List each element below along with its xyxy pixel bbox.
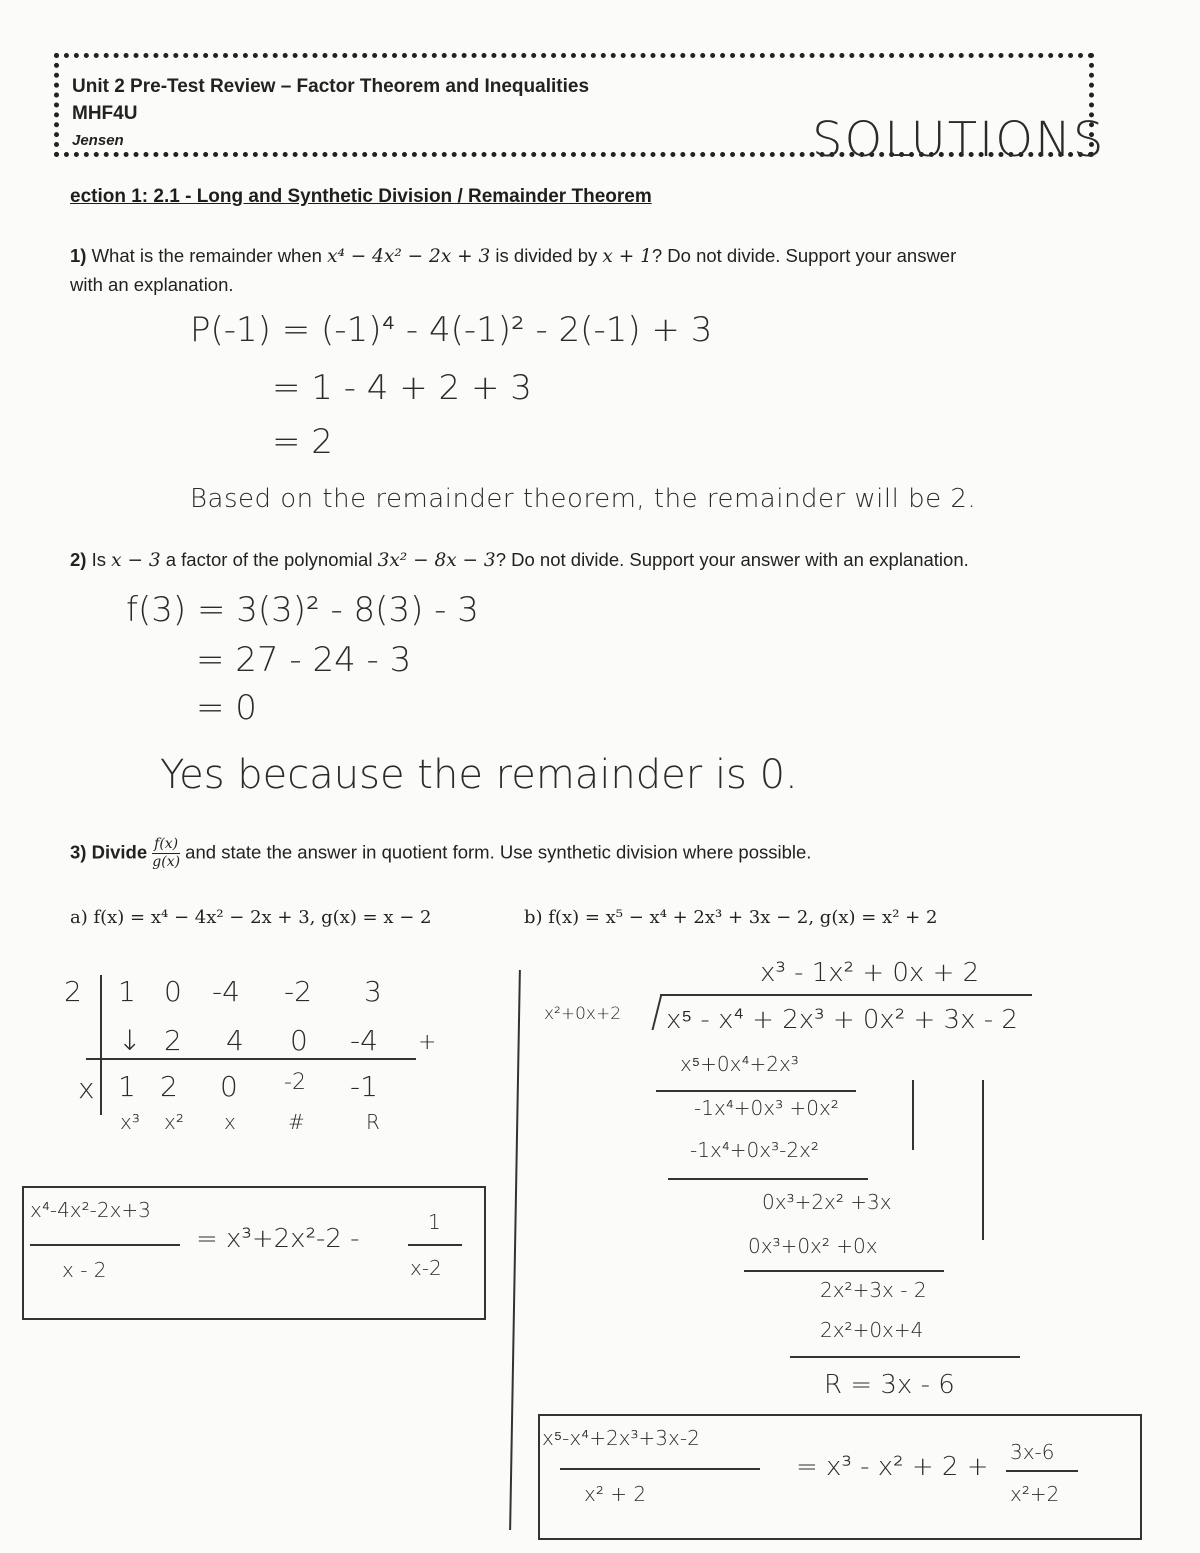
question-1-text-d: with an explanation. xyxy=(70,274,234,295)
question-2-number: 2) xyxy=(70,549,87,570)
answer-b-denominator: x² + 2 xyxy=(584,1482,647,1506)
synthetic-r4-c5: R xyxy=(366,1110,380,1134)
answer-b-numerator: x⁵-x⁴+2x³+3x-2 xyxy=(542,1426,700,1450)
long-division-line-2 xyxy=(668,1178,868,1180)
answer-b-fraction-bar xyxy=(560,1468,760,1470)
fraction-denominator: g(x) xyxy=(152,854,181,870)
part-a-prompt: a) f(x) = x⁴ − 4x² − 2x + 3, g(x) = x − 2 xyxy=(70,907,432,928)
answer-b-remainder-numerator: 3x-6 xyxy=(1010,1440,1055,1464)
part-divider-bracket xyxy=(509,970,521,1530)
q2-work-line-3: = 0 xyxy=(196,688,257,728)
synthetic-r1-c1: 1 xyxy=(118,975,136,1008)
synthetic-vertical-bar xyxy=(100,975,102,1115)
question-2-poly: 3x² − 8x − 3 xyxy=(377,550,496,571)
question-1-number: 1) xyxy=(70,245,87,266)
q2-answer: Yes because the remainder is 0. xyxy=(160,752,798,798)
synthetic-r1-c4: -2 xyxy=(284,975,312,1008)
question-1-poly: x⁴ − 4x² − 2x + 3 xyxy=(327,246,491,267)
question-3-text-b: and state the answer in quotient form. Use synthetic division where possible. xyxy=(180,841,812,863)
synthetic-row3-label: x xyxy=(78,1072,95,1105)
long-division-line-4 xyxy=(790,1356,1020,1358)
question-3-number: 3) xyxy=(70,841,87,863)
q1-work-line-3: = 2 xyxy=(272,422,333,462)
question-1-text-c: ? Do not divide. Support your answer xyxy=(651,245,957,266)
long-division-remainder: R = 3x - 6 xyxy=(824,1370,955,1400)
synthetic-r2-c3: 4 xyxy=(226,1024,244,1057)
q2-work-line-2: = 27 - 24 - 3 xyxy=(196,640,412,680)
answer-a-remainder-bar xyxy=(408,1244,462,1246)
question-1-divisor: x + 1 xyxy=(602,246,652,267)
question-1-text-a: What is the remainder when xyxy=(91,245,328,266)
synthetic-r3-c5: -1 xyxy=(350,1070,378,1103)
synthetic-r4-c2: x² xyxy=(164,1110,184,1134)
long-division-line-3 xyxy=(744,1270,944,1272)
synthetic-r1-c2: 0 xyxy=(164,975,182,1008)
synthetic-r3-c2: 2 xyxy=(160,1070,178,1103)
question-2 xyxy=(70,546,1170,575)
q1-answer: Based on the remainder theorem, the remainder will be 2. xyxy=(190,484,977,514)
long-division-divisor: x²+0x+2 xyxy=(544,1004,622,1024)
synthetic-r2-c1: ↓ xyxy=(118,1024,142,1057)
synthetic-plus: + xyxy=(418,1030,437,1055)
teacher-name: Jensen xyxy=(72,132,124,149)
synthetic-r4-c3: x xyxy=(224,1110,236,1134)
synthetic-r2-c5: -4 xyxy=(350,1024,378,1057)
question-3 xyxy=(70,836,1170,871)
answer-b-remainder-bar xyxy=(1006,1470,1078,1472)
part-b-prompt: b) f(x) = x⁵ − x⁴ + 2x³ + 3x − 2, g(x) = x² + 2 xyxy=(524,907,938,928)
long-division-step-4: 0x³+2x² +3x xyxy=(762,1190,892,1214)
synthetic-r1-c3: -4 xyxy=(212,975,240,1008)
question-2-text-c: ? Do not divide. Support your answer with an explanation. xyxy=(495,549,969,570)
synthetic-r3-c1: 1 xyxy=(118,1070,136,1103)
q1-work-line-1: P(-1) = (-1)⁴ - 4(-1)² - 2(-1) + 3 xyxy=(190,310,713,350)
long-division-arrow-1 xyxy=(912,1080,914,1150)
synthetic-divisor: 2 xyxy=(64,975,82,1008)
q2-work-line-1: f(3) = 3(3)² - 8(3) - 3 xyxy=(126,590,479,630)
answer-b-remainder-denominator: x²+2 xyxy=(1010,1482,1060,1506)
long-division-arrow-2 xyxy=(982,1080,984,1240)
synthetic-r2-c2: 2 xyxy=(164,1024,182,1057)
synthetic-r4-c4: # xyxy=(288,1110,305,1134)
long-division-dividend: x⁵ - x⁴ + 2x³ + 0x² + 3x - 2 xyxy=(666,1005,1018,1035)
question-1 xyxy=(70,242,1120,299)
long-division-step-7: 2x²+0x+4 xyxy=(820,1318,924,1342)
question-3-text-a: Divide xyxy=(91,841,153,863)
question-3-fraction xyxy=(152,836,180,871)
question-1-text-b: is divided by xyxy=(490,245,603,266)
long-division-line-1 xyxy=(656,1090,856,1092)
synthetic-r2-c4: 0 xyxy=(290,1024,308,1057)
long-division-step-1: x⁵+0x⁴+2x³ xyxy=(680,1052,799,1076)
answer-a-quotient: = x³+2x²-2 - xyxy=(196,1224,360,1254)
synthetic-r3-c4: -2 xyxy=(284,1070,306,1095)
answer-a-fraction-bar xyxy=(30,1244,180,1246)
synthetic-r3-c3: 0 xyxy=(220,1070,238,1103)
q1-work-line-2: = 1 - 4 + 2 + 3 xyxy=(272,368,532,408)
answer-a-remainder-numerator: 1 xyxy=(428,1210,441,1234)
solutions-stamp: SOLUTIONS xyxy=(812,112,1106,168)
question-2-text-a: Is xyxy=(91,549,112,570)
question-2-factor: x − 3 xyxy=(111,550,161,571)
long-division-step-3: -1x⁴+0x³-2x² xyxy=(690,1138,819,1162)
synthetic-r1-c5: 3 xyxy=(364,975,382,1008)
question-2-text-b: a factor of the polynomial xyxy=(160,549,378,570)
answer-a-remainder-denominator: x-2 xyxy=(410,1256,442,1280)
synthetic-r4-c1: x³ xyxy=(120,1110,140,1134)
section-heading: ection 1: 2.1 - Long and Synthetic Division / Remainder Theorem xyxy=(70,186,652,207)
long-division-step-2: -1x⁴+0x³ +0x² xyxy=(694,1096,839,1120)
answer-b-quotient: = x³ - x² + 2 + xyxy=(796,1452,989,1482)
synthetic-horizontal-bar xyxy=(86,1058,416,1060)
long-division-step-5: 0x³+0x² +0x xyxy=(748,1234,878,1258)
course-code: MHF4U xyxy=(72,103,138,124)
worksheet-title: Unit 2 Pre-Test Review – Factor Theorem and Inequalities xyxy=(72,76,590,97)
long-division-step-6: 2x²+3x - 2 xyxy=(820,1278,927,1302)
long-division-quotient: x³ - 1x² + 0x + 2 xyxy=(760,958,980,988)
answer-a-denominator: x - 2 xyxy=(62,1258,107,1282)
long-division-bracket xyxy=(652,994,663,1030)
answer-a-numerator: x⁴-4x²-2x+3 xyxy=(30,1198,151,1222)
fraction-numerator: f(x) xyxy=(154,836,179,852)
long-division-top-bar xyxy=(660,994,1032,996)
